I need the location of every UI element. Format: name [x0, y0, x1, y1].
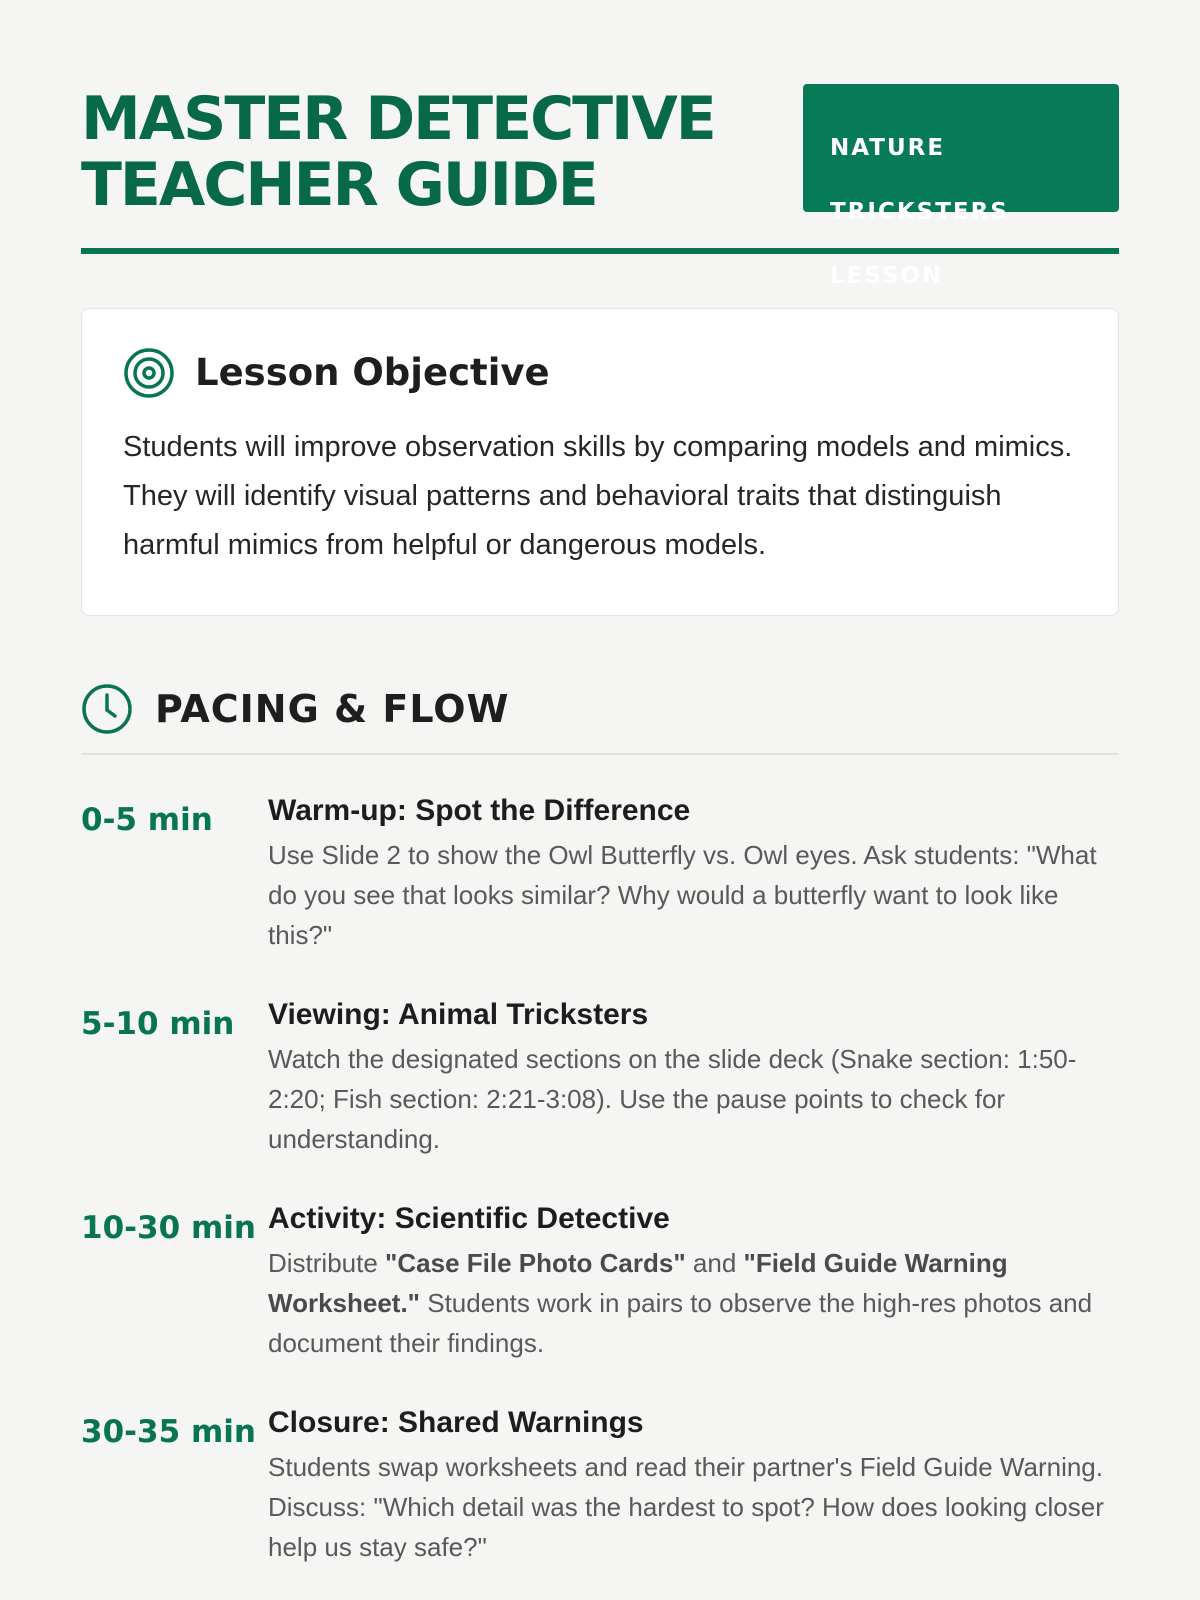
pacing-title-closure: Closure: Shared Warnings: [268, 1406, 644, 1439]
pacing-description-activity-part-1: Distribute: [268, 1248, 386, 1278]
pacing-content-warmup: [268, 791, 1119, 955]
pacing-content-activity: [268, 1199, 1119, 1363]
lesson-objective-heading-row: [123, 347, 1077, 399]
lesson-objective-card: [81, 308, 1119, 616]
clock-icon: [81, 683, 133, 735]
lesson-badge-line-3: LESSON: [830, 263, 944, 289]
pacing-timeline: [81, 791, 1119, 1567]
guide-header: [81, 82, 1119, 289]
pacing-description-activity: [268, 1243, 1119, 1363]
pacing-title-warmup: Warm-up: Spot the Difference: [268, 794, 691, 827]
case-file-photo-cards-label: "Case File Photo Cards": [385, 1248, 686, 1278]
pacing-time-viewing: 5-10 min: [81, 1006, 235, 1042]
pacing-time-activity: 10-30 min: [81, 1210, 256, 1246]
pacing-title-activity: Activity: Scientific Detective: [268, 1202, 670, 1235]
pacing-row-closure: [81, 1403, 1119, 1567]
target-icon: [123, 347, 175, 399]
pacing-row-warmup: [81, 791, 1119, 955]
pacing-title-viewing: Viewing: Animal Tricksters: [268, 998, 649, 1031]
pacing-heading: PACING & FLOW: [155, 687, 510, 731]
pacing-description-viewing: Watch the designated sections on the slide deck (Snake section: 1:50-2:20; Fish section: 2:21-3:08). Use the pause points to check for understanding.: [268, 1044, 1077, 1154]
lesson-objective-text: Students will improve observation skills by comparing models and mimics. They will identify visual patterns and behavioral traits that distinguish harmful mimics from helpful or dangerous models.: [123, 431, 1073, 561]
page-title-line-1: MASTER DETECTIVE: [81, 84, 715, 154]
pacing-heading-row: [81, 683, 1119, 755]
pacing-description-activity-part-3: Students work in pairs to observe the high-res photos and document their findings.: [268, 1288, 1093, 1358]
pacing-section: [81, 683, 1119, 1567]
field-guide-warning-worksheet-label: "Field Guide Warning Worksheet.": [268, 1248, 1008, 1318]
pacing-row-activity: [81, 1199, 1119, 1363]
pacing-content-viewing: [268, 995, 1119, 1159]
pacing-row-viewing: [81, 995, 1119, 1159]
pacing-description-activity-part-2: and: [685, 1248, 744, 1278]
page-title: [81, 82, 721, 218]
lesson-badge-line-2: TRICKSTERS: [830, 199, 1009, 225]
page-title-line-2: TEACHER GUIDE: [81, 150, 597, 220]
pacing-content-closure: [268, 1403, 1119, 1567]
pacing-time-warmup: 0-5 min: [81, 802, 213, 838]
pacing-description-closure: Students swap worksheets and read their partner's Field Guide Warning. Discuss: "Which detail was the hardest to spot? How does looking closer help us stay safe?": [268, 1452, 1104, 1562]
pacing-description-warmup: Use Slide 2 to show the Owl Butterfly vs. Owl eyes. Ask students: "What do you see that looks similar? Why would a butterfly want to look like this?": [268, 840, 1097, 950]
lesson-badge: [803, 84, 1119, 289]
pacing-time-closure: 30-35 min: [81, 1414, 256, 1450]
lesson-badge-line-1: NATURE: [830, 135, 946, 161]
lesson-objective-heading: Lesson Objective: [195, 351, 550, 394]
